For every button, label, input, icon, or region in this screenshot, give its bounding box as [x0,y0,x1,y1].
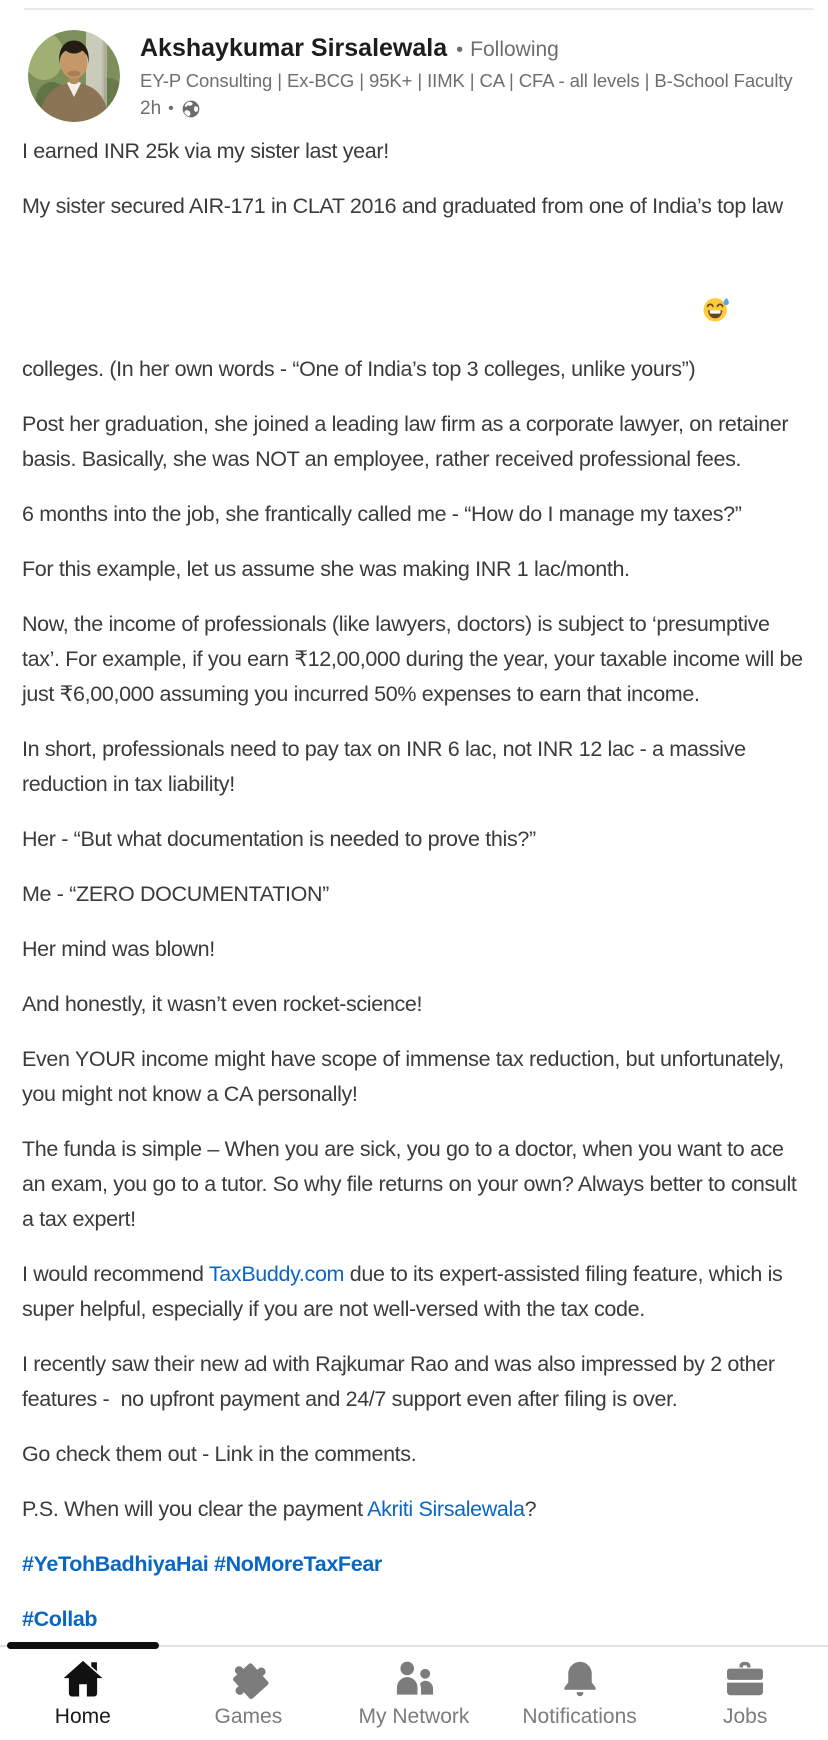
meta-separator-dot: • [168,100,174,117]
inline-link[interactable]: TaxBuddy.com [208,1262,345,1286]
post-paragraph: I recently saw their new ad with Rajkumar Rao and was also impressed by 2 other features - no upfront payment and 24/7 support even after filing is over. [22,1352,781,1411]
hashtag-link[interactable]: #NoMoreTaxFear [214,1552,382,1576]
home-icon [61,1657,105,1703]
bell-icon [558,1657,602,1703]
grinning-face-with-sweat-emoji [701,224,731,254]
post-paragraph: My sister secured AIR-171 in CLAT 2016 and graduated from one of India’s top law colleges. (In her own words - “One of India’s top 3 colleges, unlike yours”) [22,194,789,381]
post-paragraph: P.S. When will you clear the payment Akriti Sirsalewala? [22,1497,537,1521]
post-header [28,30,808,132]
post-paragraph: Me - “ZERO DOCUMENTATION” [22,882,329,906]
bottom-nav [0,1645,828,1740]
post-top-divider [24,8,814,10]
author-name[interactable]: Akshaykumar Sirsalewala [140,34,448,62]
post-paragraph: Go check them out - Link in the comments. [22,1442,417,1466]
post-header-text [140,30,808,120]
post-paragraph: Her - “But what documentation is needed to prove this?” [22,827,536,851]
post-paragraph [22,1602,806,1637]
post-paragraph: I would recommend TaxBuddy.com due to its expert-assisted filing feature, which is super helpful, especially if you are not well-versed with the tax code. [22,1262,789,1321]
inline-link[interactable]: Akriti Sirsalewala [367,1497,525,1521]
post-paragraph: For this example, let us assume she was making INR 1 lac/month. [22,557,630,581]
nav-item-my-network[interactable] [331,1647,497,1740]
hashtag-link[interactable]: #Collab [22,1607,98,1631]
puzzle-icon [226,1657,270,1703]
following-label[interactable]: Following [470,38,559,61]
active-tab-indicator [7,1642,159,1649]
nav-label-notifications: Notifications [522,1705,637,1728]
people-icon [392,1657,436,1703]
post-paragraph: 6 months into the job, she frantically called me - “How do I manage my taxes?” [22,502,742,526]
post-time: 2h [140,98,162,119]
hashtag-link[interactable]: #YeTohBadhiyaHai [22,1552,209,1576]
post-paragraph: Her mind was blown! [22,937,215,961]
author-name-row [140,33,808,65]
nav-item-notifications[interactable] [497,1647,663,1740]
post-paragraph [22,1547,806,1582]
post-paragraph: Even YOUR income might have scope of immense tax reduction, but unfortunately, you might not know a CA personally! [22,1047,790,1106]
post-paragraph: Now, the income of professionals (like lawyers, doctors) is subject to ‘presumptive tax’. For example, if you earn ₹12,00,000 during the year, your taxable income will be just ₹6,00,000 assuming you incurred 50% expenses to earn that income. [22,612,809,706]
post-meta-row [140,98,808,120]
post-paragraph: Post her graduation, she joined a leading law firm as a corporate lawyer, on retainer basis. Basically, she was NOT an employee, rather received professional fees. [22,412,794,471]
post-paragraph: In short, professionals need to pay tax on INR 6 lac, not INR 12 lac - a massive reduction in tax liability! [22,737,752,796]
briefcase-icon [723,1657,767,1703]
nav-label-games: Games [214,1705,283,1728]
post-body [22,134,809,1657]
nav-label-jobs: Jobs [722,1705,768,1728]
author-headline: EY-P Consulting | Ex-BCG | 95K+ | IIMK | CA | CFA - all levels | B-School Faculty [140,70,793,91]
post-paragraph: And honestly, it wasn’t even rocket-science! [22,992,423,1016]
avatar-photo [28,30,120,122]
nav-label-home: Home [54,1705,111,1728]
nav-item-jobs[interactable] [662,1647,828,1740]
avatar[interactable] [28,30,120,122]
post-paragraph: I earned INR 25k via my sister last year! [22,139,389,163]
post-paragraph: The funda is simple – When you are sick, you go to a doctor, when you want to ace an exam, you go to a tutor. So why file returns on your own? Always better to consult a tax expert! [22,1137,803,1231]
nav-label-my-network: My Network [358,1705,470,1728]
globe-icon [181,99,201,119]
nav-item-home[interactable] [0,1647,166,1740]
nav-item-games[interactable] [166,1647,332,1740]
name-separator-dot: • [456,39,464,61]
